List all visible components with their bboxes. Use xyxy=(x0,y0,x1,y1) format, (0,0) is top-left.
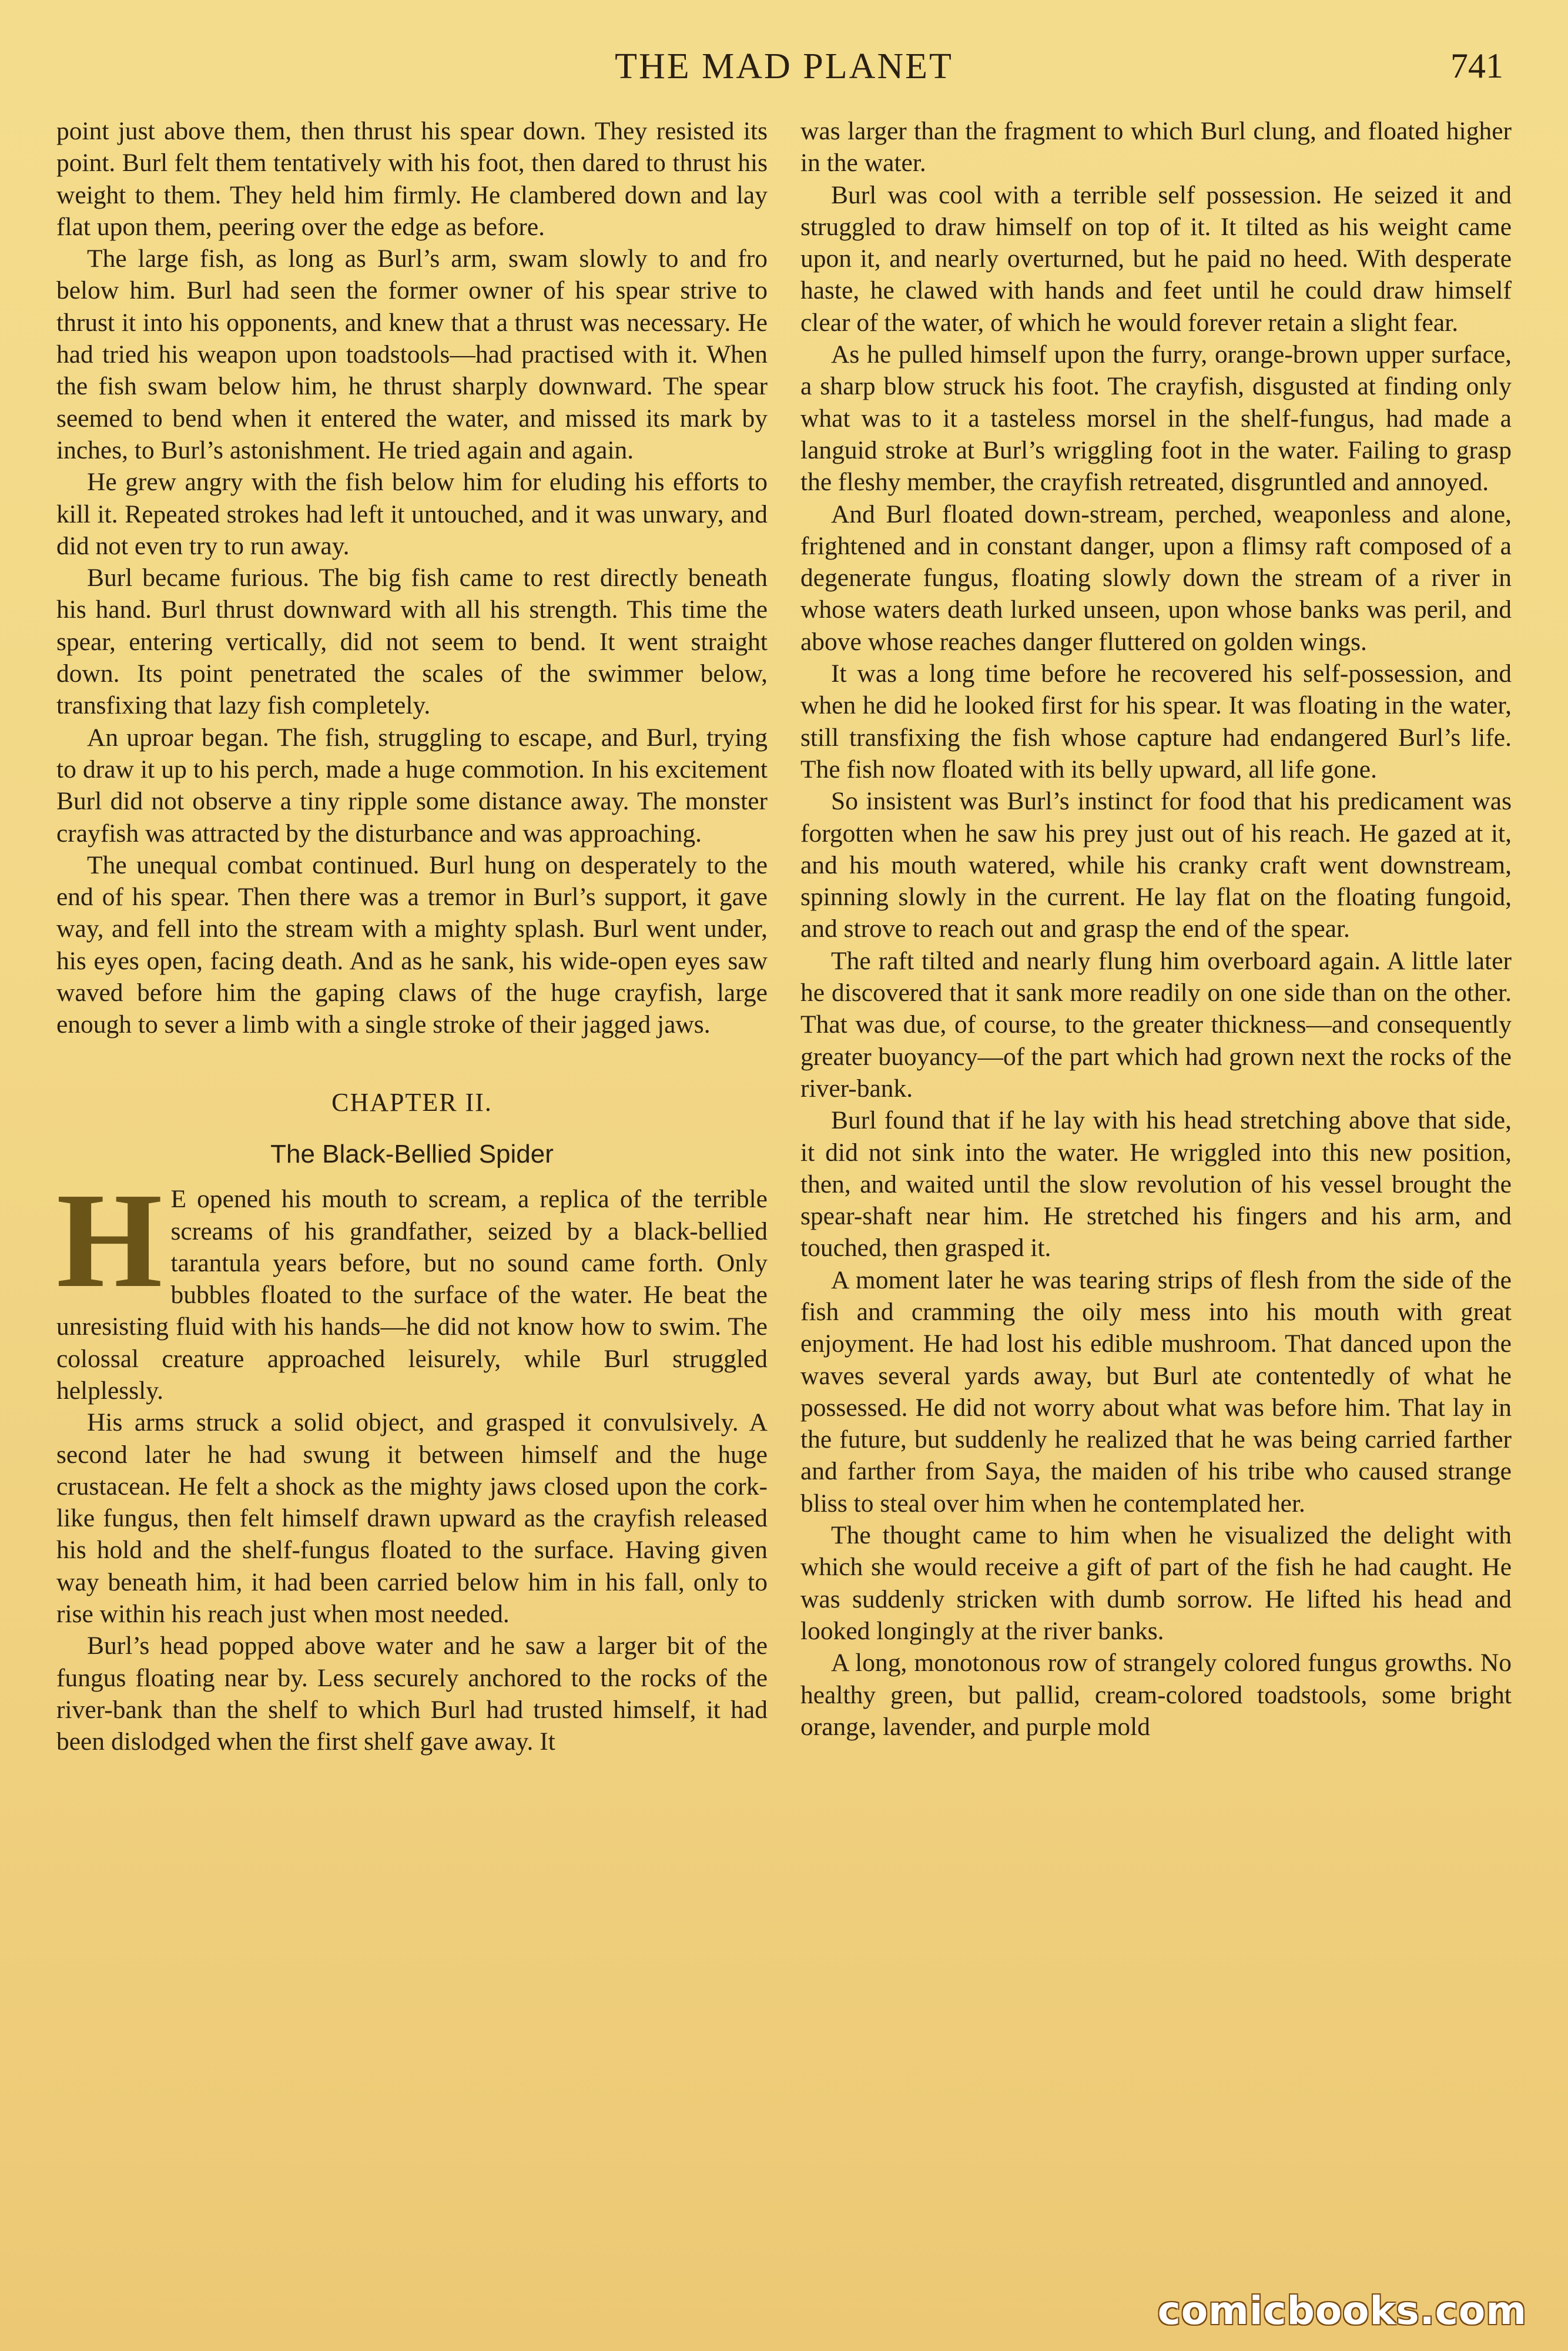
paragraph: The thought came to him when he visualized the delight with which she would receive a gift of part of the fish he had caught. He was suddenly stricken with dumb sorrow. He lifted his head and looked longingly at the river banks. xyxy=(800,1521,1512,1645)
right-column xyxy=(800,115,1512,1743)
paragraph: Burl’s head popped above water and he saw a larger bit of the fungus floating near by. Less securely anchored to the rocks of the river-bank than the shelf to which Burl had trusted himself, it had been dislodged when the first shelf gave away. It xyxy=(56,1632,768,1756)
paragraph: The raft tilted and nearly flung him overboard again. A little later he discovered that it sank more readily on one side than on the other. That was due, of course, to the greater thickness—and consequently greater buoyancy—of the part which had grown next the rocks of the river-bank. xyxy=(800,946,1512,1103)
paragraph: Burl found that if he lay with his head stretching above that side, it did not sink into the water. He wriggled into this new position, then, and waited until the slow revolution of his vessel brought the spear-shaft near him. He stretched his fingers and his arm, and touched, then grasped it. xyxy=(800,1106,1512,1262)
page-number: 741 xyxy=(1450,46,1503,85)
running-head xyxy=(0,46,1568,99)
paragraph: Burl was cool with a terrible self possession. He seized it and struggled to draw himself on top of it. It tilted as his weight came upon it, and nearly overturned, but he paid no heed. With desperate haste, he clawed with hands and feet until he could draw himself clear of the water, of which he would forever retain a slight fear. xyxy=(800,180,1512,337)
paragraph: So insistent was Burl’s instinct for food that his predicament was forgotten when he saw his prey just out of his reach. He gazed at it, and his mouth watered, while his cranky craft went downstream, spinning slowly in the current. He lay flat on the floating fungoid, and strove to reach out and grasp the end of the spear. xyxy=(800,787,1512,943)
paragraph: It was a long time before he recovered his self-possession, and when he did he looked first for his spear. It was floating in the water, still transfixing the fish whose capture had endangered Burl’s life. The fish now floated with its belly upward, all life gone. xyxy=(800,659,1512,783)
paragraph: A long, monotonous row of strangely colored fungus growths. No healthy green, but pallid, cream-colored toadstools, some bright orange, lavender, and purple mold xyxy=(800,1649,1512,1741)
paragraph: His arms struck a solid object, and grasped it convulsively. A second later he had swung it between himself and the huge crustacean. He felt a shock as the mighty jaws closed upon the cork-like fungus, then felt himself drawn upward as the crayfish released his hold and the shelf-fungus floated to the surface. Having given way beneath him, it had been carried below him in his fall, only to rise within his reach just when most needed. xyxy=(56,1408,768,1629)
site-watermark: comicbooks.com xyxy=(1157,2288,1527,2333)
chapter-opening-paragraph xyxy=(56,1165,768,1406)
paragraph: An uproar began. The fish, struggling to escape, and Burl, trying to draw it up to his perch, made a huge commotion. In his excitement Burl did not observe a tiny ripple some distance away. The monster crayfish was attracted by the disturbance and was approaching. xyxy=(56,723,768,848)
drop-cap: H xyxy=(56,1165,163,1317)
paragraph: A moment later he was tearing strips of flesh from the side of the fish and cramming the oily mess into his mouth with great enjoyment. He had lost his edible mushroom. That danced upon the waves several yards away, but Burl ate contentedly of what he possessed. He did not worry about what was before him. That lay in the future, but suddenly he realized that he was being carried farther and farther from Saya, the maiden of his tribe who caused strange bliss to steal over him when he contemplated her. xyxy=(800,1265,1512,1518)
chapter-number: CHAPTER II. xyxy=(331,1087,492,1117)
paragraph: He grew angry with the fish below him for eluding his efforts to kill it. Repeated strokes had left it untouched, and it was unwary, and did not even try to run away. xyxy=(56,468,768,560)
paragraph: Burl became furious. The big fish came to rest directly beneath his hand. Burl thrust downward with all his strength. This time the spear, entering vertically, did not seem to bend. It went straight down. Its point penetrated the scales of the swimmer below, transfixing that lazy fish completely. xyxy=(56,564,768,720)
chapter-title: The Black-Bellied Spider xyxy=(270,1139,554,1168)
paragraph: The unequal combat continued. Burl hung on desperately to the end of his spear. Then there was a tremor in Burl’s support, it gave way, and fell into the stream with a mighty splash. Burl went under, his eyes open, facing death. And as he sank, his wide-open eyes saw waved before him the gaping claws of the huge crayfish, large enough to sever a limb with a single stroke of their jagged jaws. xyxy=(56,850,768,1039)
running-title: THE MAD PLANET xyxy=(615,46,953,86)
left-column xyxy=(56,115,768,1758)
paragraph: And Burl floated down-stream, perched, weaponless and alone, frightened and in constant danger, upon a flimsy raft composed of a degenerate fungus, floating slowly down the stream of a river in whose waters death lurked unseen, upon whose banks was peril, and above whose reaches danger fluttered on golden wings. xyxy=(800,500,1512,656)
paragraph: As he pulled himself upon the furry, orange-brown upper surface, a sharp blow struck his foot. The crayfish, disgusted at finding only what was to it a tasteless morsel in the shelf-fungus, had made a languid stroke at Burl’s wriggling foot in the water. Failing to grasp the fleshy member, the crayfish retreated, disgruntled and annoyed. xyxy=(800,340,1512,497)
paragraph: was larger than the fragment to which Burl clung, and floated higher in the water. xyxy=(800,117,1512,178)
chapter-opening-text: E opened his mouth to scream, a replica of the terrible screams of his grandfather, seized by a black-bellied tarantula years before, but no sound came forth. Only bubbles floated to the surface of the water. He beat the unresisting fluid with his hands—he did not know how to swim. The colossal creature approached leisurely, while Burl struggled helplessly. xyxy=(56,1185,768,1405)
paragraph: point just above them, then thrust his spear down. They resisted its point. Burl felt them tentatively with his foot, then dared to thrust his weight to them. They held him firmly. He clambered down and lay flat upon them, peering over the edge as before. xyxy=(56,117,768,241)
paragraph: The large fish, as long as Burl’s arm, swam slowly to and fro below him. Burl had seen the former owner of his spear strive to thrust it into his opponents, and knew that a thrust was necessary. He had tried his weapon upon toadstools—had practised with it. When the fish swam below him, he thrust sharply downward. The spear seemed to bend when it entered the water, and missed its mark by inches, to Burl’s astonishment. He tried again and again. xyxy=(56,245,768,464)
